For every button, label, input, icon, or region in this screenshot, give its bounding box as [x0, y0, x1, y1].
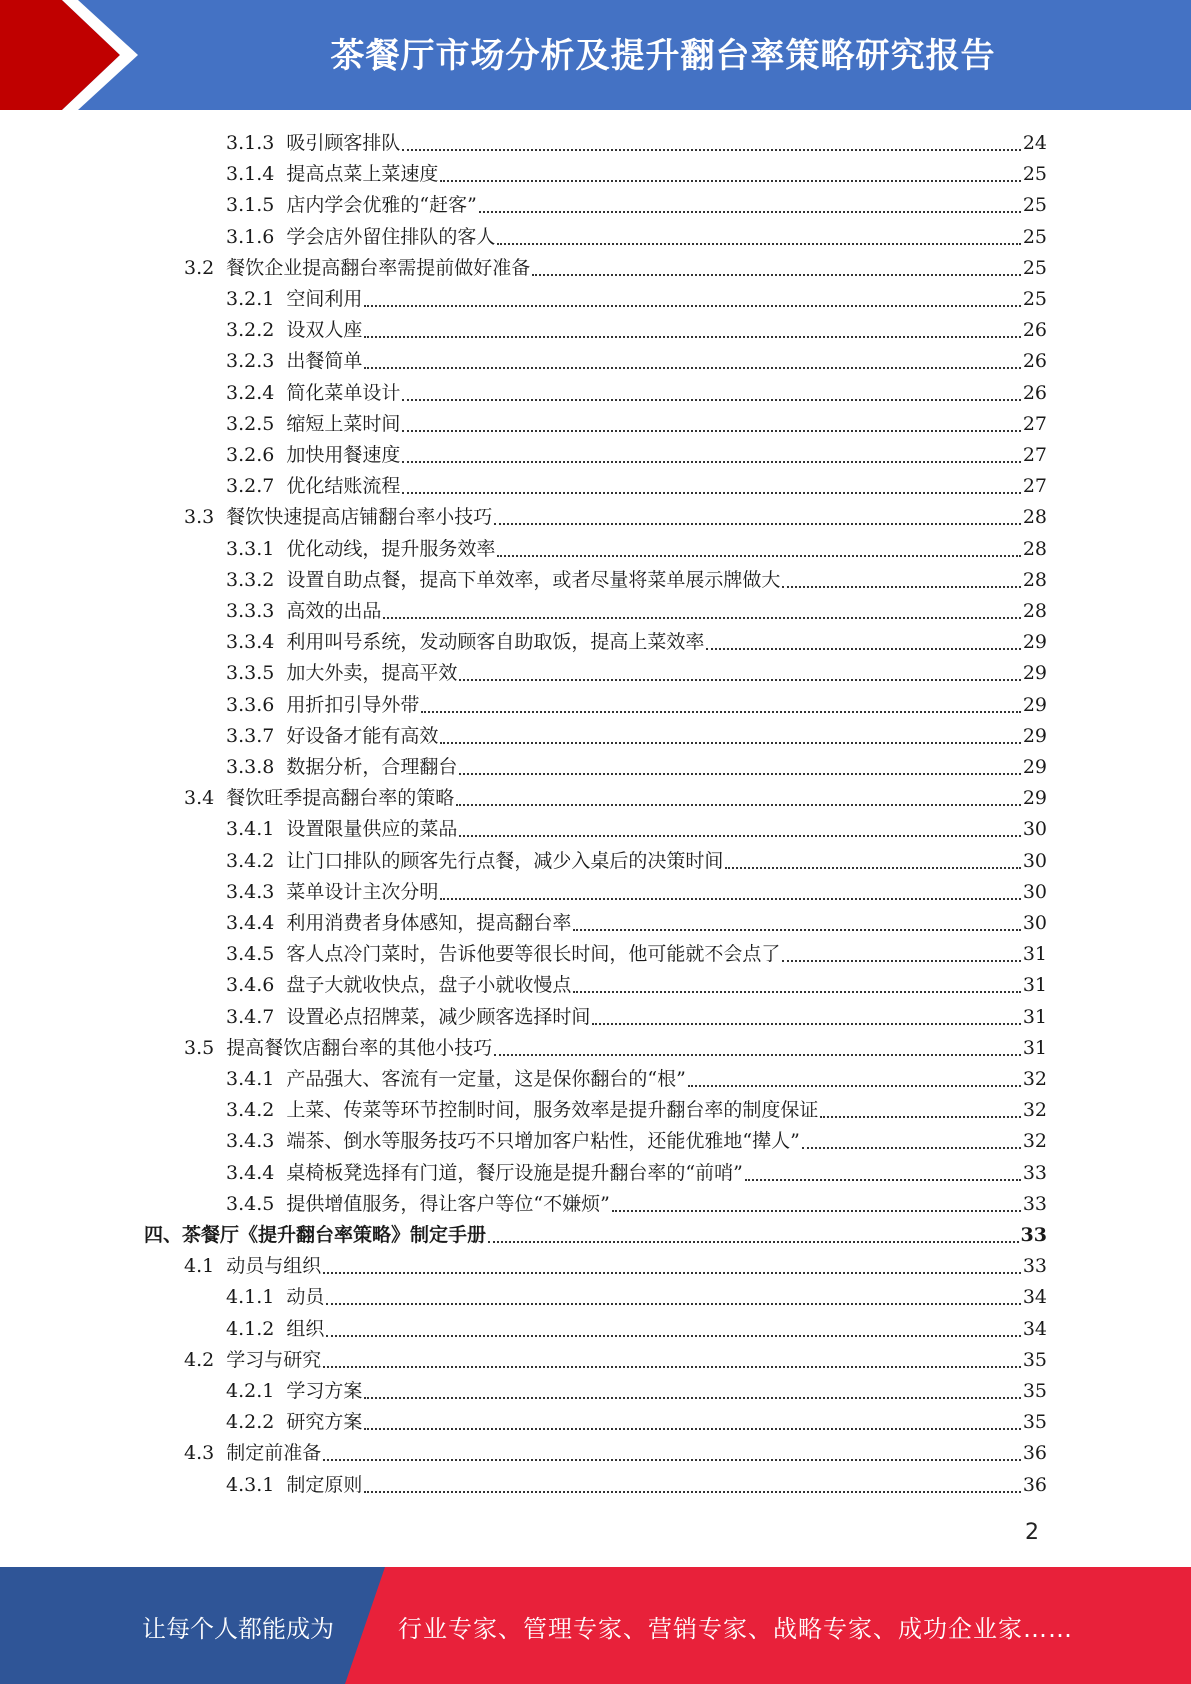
toc-leader-dots	[364, 1491, 1020, 1493]
toc-entry-title: 设置限量供应的菜品	[286, 818, 458, 841]
toc-entry-page: 27	[1022, 412, 1047, 435]
toc-entry[interactable]	[226, 1376, 1047, 1407]
footer-slogan-left: 让每个人都能成为	[142, 1615, 334, 1643]
toc-leader-dots	[456, 804, 1021, 806]
toc-entry-title: 用折扣引导外带	[286, 693, 420, 716]
toc-entry-number: 3.3.7	[226, 724, 275, 747]
toc-entry-number: 3.3.6	[226, 693, 275, 716]
toc-entry-number: 3.3.2	[226, 568, 275, 591]
toc-entry-title: 缩短上菜时间	[286, 412, 401, 435]
page-number: 2	[1025, 1520, 1039, 1545]
toc-entry-page: 28	[1022, 506, 1047, 529]
toc-entry-title: 设置自助点餐，提高下单效率，或者尽量将菜单展示牌做大	[286, 568, 781, 591]
toc-entry-page: 34	[1022, 1317, 1047, 1340]
toc-leader-dots	[421, 711, 1020, 713]
toc-entry-title: 端茶、倒水等服务技巧不只增加客户粘性，还能优雅地“撵人”	[286, 1130, 800, 1153]
toc-entry-number: 3.4.5	[226, 943, 275, 966]
toc-entry-title: 利用消费者身体感知，提高翻台率	[286, 912, 572, 934]
toc-entry[interactable]	[226, 284, 1047, 315]
toc-entry[interactable]	[226, 1158, 1047, 1189]
toc-entry-title: 产品强大、客流有一定量，这是保你翻台的“根”	[286, 1068, 686, 1090]
toc-entry-number: 4.3	[184, 1442, 215, 1465]
toc-entry-page: 27	[1022, 444, 1047, 466]
toc-entry-number: 4.1.1	[226, 1286, 275, 1309]
toc-entry-number: 4.2.2	[226, 1411, 275, 1434]
toc-entry-title: 吸引顾客排队	[286, 132, 401, 154]
toc-entry-page: 26	[1022, 381, 1047, 404]
toc-entry-title: 菜单设计主次分明	[286, 880, 439, 903]
toc-entry-number: 3.4.7	[226, 1005, 275, 1028]
toc-entry-page: 35	[1022, 1411, 1047, 1434]
toc-leader-dots	[364, 1428, 1020, 1430]
toc-entry-number: 3.4.6	[226, 974, 275, 997]
toc-entry-number: 4.3.1	[226, 1473, 275, 1496]
toc-leader-dots	[488, 1241, 1019, 1243]
toc-leader-dots	[494, 523, 1021, 525]
toc-entry-title: 学习方案	[286, 1380, 363, 1402]
toc-entry-page: 29	[1022, 693, 1047, 716]
toc-leader-dots	[802, 1147, 1021, 1149]
toc-entry[interactable]	[226, 627, 1047, 658]
toc-leader-dots	[323, 1459, 1021, 1461]
toc-entry-number: 3.2.1	[226, 288, 275, 310]
toc-entry-title: 提高点菜上菜速度	[286, 163, 439, 186]
toc-entry[interactable]	[184, 1345, 1047, 1376]
toc-entry[interactable]	[226, 1002, 1047, 1033]
toc-entry-page: 29	[1022, 724, 1047, 747]
toc-entry[interactable]	[226, 534, 1047, 565]
toc-entry[interactable]	[226, 315, 1047, 346]
toc-entry[interactable]	[226, 908, 1047, 939]
toc-entry-title: 餐饮企业提高翻台率需提前做好准备	[226, 256, 531, 279]
toc-entry-page: 34	[1022, 1286, 1047, 1309]
toc-entry-number: 3.2.6	[226, 444, 275, 466]
toc-entry-page: 29	[1022, 631, 1047, 654]
toc-entry[interactable]	[226, 658, 1047, 689]
toc-leader-dots	[612, 1210, 1021, 1212]
toc-entry-page: 36	[1022, 1442, 1047, 1465]
toc-entry-number: 3.4.2	[226, 849, 275, 872]
toc-entry-title: 学习与研究	[226, 1348, 322, 1371]
toc-entry[interactable]	[226, 190, 1047, 221]
toc-entry-title: 提供增值服务，得让客户等位“不嫌烦”	[286, 1192, 610, 1215]
toc-entry-page: 29	[1022, 787, 1047, 810]
toc-entry[interactable]	[226, 222, 1047, 253]
footer-slogan-right: 行业专家、管理专家、营销专家、战略专家、成功企业家……	[398, 1615, 1073, 1643]
toc-entry-title: 设双人座	[286, 319, 363, 342]
toc-entry[interactable]	[226, 1282, 1047, 1313]
toc-leader-dots	[364, 367, 1020, 369]
toc-entry-title: 餐饮快速提高店铺翻台率小技巧	[226, 506, 493, 529]
toc-entry-number: 3.4.1	[226, 1068, 275, 1090]
toc-entry-page: 35	[1022, 1348, 1047, 1371]
toc-entry[interactable]	[226, 1314, 1047, 1345]
toc-entry-page: 26	[1022, 319, 1047, 342]
toc-entry-number: 4.1.2	[226, 1317, 275, 1340]
toc-entry-title: 好设备才能有高效	[286, 724, 439, 747]
toc-entry-number: 3.3.5	[226, 662, 275, 685]
toc-entry-page: 35	[1022, 1380, 1047, 1402]
toc-entry-title: 制定原则	[286, 1473, 363, 1496]
toc-entry-title: 客人点冷门菜时，告诉他要等很长时间，他可能就不会点了	[286, 943, 781, 966]
toc-entry-title: 提高餐饮店翻台率的其他小技巧	[226, 1036, 493, 1059]
toc-entry-number: 4.2	[184, 1348, 215, 1371]
toc-entry-page: 24	[1022, 132, 1047, 154]
toc-entry-title: 加大外卖，提高平效	[286, 662, 458, 685]
toc-leader-dots	[573, 929, 1020, 931]
toc-entry-number: 3.4.4	[226, 1161, 275, 1184]
toc-entry-page: 25	[1022, 256, 1047, 279]
toc-leader-dots	[323, 1366, 1021, 1368]
toc-entry[interactable]	[226, 1095, 1047, 1126]
page-footer	[0, 1567, 1191, 1684]
toc-entry[interactable]	[226, 128, 1047, 159]
toc-entry-number: 3.4.4	[226, 912, 275, 934]
toc-leader-dots	[782, 586, 1020, 588]
toc-entry-number: 3.4.5	[226, 1192, 275, 1215]
toc-leader-dots	[402, 492, 1020, 494]
toc-entry-page: 25	[1022, 194, 1047, 217]
page-header	[0, 0, 1191, 110]
toc-entry-page: 26	[1022, 350, 1047, 373]
toc-leader-dots	[592, 1023, 1020, 1025]
toc-entry[interactable]	[226, 1189, 1047, 1220]
toc-entry-number: 4.1	[184, 1255, 215, 1278]
toc-entry[interactable]	[226, 721, 1047, 752]
toc-entry-page: 33	[1022, 1192, 1047, 1215]
toc-leader-dots	[440, 898, 1020, 900]
toc-leader-dots	[326, 1335, 1020, 1337]
toc-entry-page: 28	[1022, 568, 1047, 591]
toc-entry-page: 30	[1022, 880, 1047, 903]
toc-leader-dots	[326, 1303, 1020, 1305]
toc-entry[interactable]	[226, 565, 1047, 596]
toc-entry[interactable]	[184, 1033, 1047, 1064]
toc-entry-page: 32	[1022, 1068, 1047, 1090]
toc-entry[interactable]	[184, 1251, 1047, 1282]
toc-entry-page: 30	[1022, 818, 1047, 841]
toc-entry[interactable]	[226, 1470, 1047, 1501]
toc-entry-page: 31	[1022, 1005, 1047, 1028]
toc-leader-dots	[745, 1179, 1021, 1181]
toc-entry-page: 33	[1022, 1161, 1047, 1184]
toc-entry[interactable]	[226, 409, 1047, 440]
toc-entry-title: 优化动线，提升服务效率	[286, 537, 496, 560]
toc-entry-number: 3.1.5	[226, 194, 275, 217]
toc-leader-dots	[479, 211, 1021, 213]
toc-entry[interactable]	[226, 877, 1047, 908]
toc-entry-page: 30	[1022, 912, 1047, 934]
toc-leader-dots	[573, 991, 1020, 993]
toc-entry-number: 3.2.5	[226, 412, 275, 435]
toc-entry-title: 研究方案	[286, 1411, 363, 1434]
toc-entry[interactable]	[184, 783, 1047, 814]
toc-leader-dots	[497, 243, 1020, 245]
toc-entry-title: 制定前准备	[226, 1442, 322, 1465]
toc-leader-dots	[532, 274, 1021, 276]
toc-leader-dots	[364, 1397, 1020, 1399]
toc-leader-dots	[364, 336, 1020, 338]
toc-entry[interactable]	[226, 471, 1047, 502]
toc-entry-number: 4.2.1	[226, 1380, 275, 1402]
toc-entry-title: 店内学会优雅的“赶客”	[286, 194, 477, 217]
toc-entry-page: 29	[1022, 662, 1047, 685]
toc-entry-title: 盘子大就收快点，盘子小就收慢点	[286, 974, 572, 997]
toc-entry-number: 3.3	[184, 506, 215, 529]
toc-entry-page: 25	[1022, 288, 1047, 310]
toc-entry-title: 高效的出品	[286, 600, 382, 622]
toc-entry[interactable]	[184, 253, 1047, 284]
toc-entry-number: 3.2.7	[226, 475, 275, 498]
toc-entry[interactable]	[226, 690, 1047, 721]
toc-entry-number: 3.2	[184, 256, 215, 279]
toc-entry[interactable]	[226, 596, 1047, 627]
toc-entry[interactable]	[226, 970, 1047, 1001]
toc-leader-dots	[706, 648, 1020, 650]
toc-entry-title: 设置必点招牌菜，减少顾客选择时间	[286, 1005, 591, 1028]
toc-entry-title: 空间利用	[286, 288, 363, 310]
toc-leader-dots	[494, 1054, 1021, 1056]
toc-entry-number: 3.5	[184, 1036, 215, 1059]
toc-entry-page: 30	[1022, 849, 1047, 872]
toc-leader-dots	[725, 867, 1020, 869]
document-title: 茶餐厅市场分析及提升翻台率策略研究报告	[330, 36, 996, 76]
toc-entry-title: 四、茶餐厅《提升翻台率策略》制定手册	[144, 1224, 487, 1246]
toc-entry-number: 3.4	[184, 787, 215, 810]
toc-leader-dots	[688, 1085, 1021, 1087]
toc-leader-dots	[440, 180, 1020, 182]
toc-leader-dots	[402, 461, 1020, 463]
toc-entry-title: 学会店外留住排队的客人	[286, 225, 496, 248]
toc-entry-number: 3.4.3	[226, 880, 275, 903]
toc-entry-number: 3.3.3	[226, 600, 275, 622]
toc-entry-number: 3.3.8	[226, 756, 275, 778]
toc-entry-number: 3.2.4	[226, 381, 275, 404]
toc-entry-number: 3.2.3	[226, 350, 275, 373]
toc-entry-title: 上菜、传菜等环节控制时间，服务效率是提升翻台率的制度保证	[286, 1099, 819, 1122]
toc-entry-number: 3.3.4	[226, 631, 275, 654]
toc-entry-title: 动员与组织	[226, 1255, 322, 1278]
toc-entry-number: 3.4.2	[226, 1099, 275, 1122]
toc-entry-page: 31	[1022, 974, 1047, 997]
toc-leader-dots	[383, 617, 1020, 619]
toc-entry-page: 25	[1022, 225, 1047, 248]
toc-entry-number: 3.4.1	[226, 818, 275, 841]
toc-leader-dots	[364, 305, 1020, 307]
toc-leader-dots	[820, 1116, 1020, 1118]
toc-entry-title: 桌椅板凳选择有门道，餐厅设施是提升翻台率的“前哨”	[286, 1161, 743, 1184]
toc-entry[interactable]	[144, 1220, 1047, 1251]
toc-entry-page: 31	[1022, 943, 1047, 966]
toc-entry[interactable]	[226, 440, 1047, 471]
toc-leader-dots	[459, 773, 1020, 775]
toc-entry[interactable]	[226, 752, 1047, 783]
toc-entry-page: 32	[1022, 1099, 1047, 1122]
toc-entry[interactable]	[226, 346, 1047, 377]
toc-entry-number: 3.1.4	[226, 163, 275, 186]
toc-entry[interactable]	[184, 1438, 1047, 1469]
toc-entry-page: 32	[1022, 1130, 1047, 1153]
toc-entry[interactable]	[226, 378, 1047, 409]
toc-leader-dots	[459, 679, 1020, 681]
toc-leader-dots	[782, 960, 1020, 962]
toc-entry-number: 3.2.2	[226, 319, 275, 342]
toc-leader-dots	[497, 555, 1020, 557]
toc-entry-page: 28	[1022, 600, 1047, 622]
toc-entry[interactable]	[184, 502, 1047, 533]
toc-entry-page: 31	[1022, 1036, 1047, 1059]
toc-entry-page: 27	[1022, 475, 1047, 498]
toc-entry-title: 数据分析，合理翻台	[286, 756, 458, 778]
toc-entry-number: 3.4.3	[226, 1130, 275, 1153]
toc-entry-page: 36	[1022, 1473, 1047, 1496]
toc-entry-title: 优化结账流程	[286, 475, 401, 498]
toc-leader-dots	[402, 399, 1020, 401]
toc-entry-title: 加快用餐速度	[286, 444, 401, 466]
toc-entry[interactable]	[226, 846, 1047, 877]
toc-leader-dots	[459, 835, 1020, 837]
toc-entry-page: 28	[1022, 537, 1047, 560]
toc-entry-title: 出餐简单	[286, 350, 363, 373]
toc-entry-page: 33	[1020, 1224, 1047, 1246]
toc-entry-title: 动员	[286, 1286, 325, 1309]
toc-entry[interactable]	[226, 939, 1047, 970]
toc-entry[interactable]	[226, 814, 1047, 845]
toc-entry-title: 利用叫号系统，发动顾客自助取饭，提高上菜效率	[286, 631, 705, 654]
toc-entry-page: 33	[1022, 1255, 1047, 1278]
toc-leader-dots	[440, 742, 1020, 744]
toc-leader-dots	[323, 1272, 1021, 1274]
toc-entry[interactable]	[226, 1064, 1047, 1095]
toc-entry[interactable]	[226, 1126, 1047, 1157]
toc-entry-title: 餐饮旺季提高翻台率的策略	[226, 787, 455, 810]
toc-entry-title: 让门口排队的顾客先行点餐，减少入桌后的决策时间	[286, 849, 724, 872]
toc-entry-title: 组织	[286, 1317, 325, 1340]
toc-entry[interactable]	[226, 159, 1047, 190]
toc-entry-number: 3.3.1	[226, 537, 275, 560]
toc-entry-number: 3.1.6	[226, 225, 275, 248]
toc-leader-dots	[402, 430, 1020, 432]
toc-entry-title: 简化菜单设计	[286, 381, 401, 404]
header-arrow-decoration	[0, 0, 150, 110]
toc-entry-number: 3.1.3	[226, 132, 275, 154]
toc-leader-dots	[402, 149, 1020, 151]
toc-entry-page: 29	[1022, 756, 1047, 778]
toc-entry-page: 25	[1022, 163, 1047, 186]
toc-entry[interactable]	[226, 1407, 1047, 1438]
